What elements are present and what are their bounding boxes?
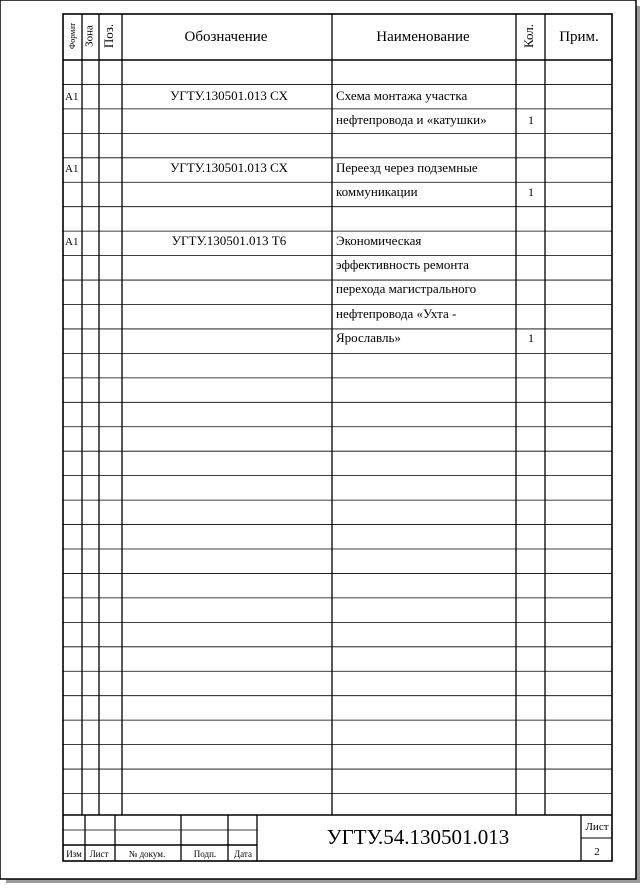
row-3-name-line-3: перехода магистрального	[336, 281, 477, 296]
row-3-name-line-4: нефтепровода «Ухта -	[336, 306, 457, 321]
stamp-doc-no-label: № докум.	[128, 849, 166, 859]
row-3-designation: УГТУ.130501.013 Т6	[171, 233, 287, 248]
row-2-qty: 1	[528, 185, 534, 199]
header-name: Наименование	[376, 29, 470, 45]
header-pos: Поз.	[100, 23, 116, 49]
stamp-list-label: Лист	[89, 849, 109, 859]
row-1-qty: 1	[528, 113, 534, 127]
header-format: Формат	[67, 22, 77, 50]
stamp-date-label: Дата	[234, 849, 252, 859]
row-3-name-line-5: Ярославль»	[336, 330, 401, 345]
row-1-name-line-1: Схема монтажа участка	[336, 88, 468, 103]
row-2-format: A1	[65, 163, 79, 175]
row-1-designation: УГТУ.130501.013 СХ	[170, 88, 288, 103]
row-3-name-line-2: эффективность ремонта	[336, 257, 469, 272]
row-2-designation: УГТУ.130501.013 СХ	[170, 160, 288, 175]
row-2-name-line-1: Переезд через подземные	[336, 160, 478, 175]
header-qty: Кол.	[520, 23, 536, 49]
row-1-name-line-2: нефтепровода и «катушки»	[336, 112, 487, 127]
row-2-name-line-2: коммуникации	[336, 184, 418, 199]
row-3-format: A1	[65, 236, 79, 248]
stamp-sign-label: Подп.	[193, 849, 217, 859]
stamp-izm-label: Изм	[66, 849, 82, 859]
header-note: Прим.	[559, 29, 599, 45]
stamp-document-designation: УГТУ.54.130501.013	[326, 825, 510, 849]
header-designation: Обозначение	[184, 29, 268, 45]
stamp-sheet-label: Лист	[585, 821, 609, 833]
row-3-name-line-1: Экономическая	[336, 233, 422, 248]
header-zone: Зона	[83, 25, 96, 47]
row-3-qty: 1	[528, 331, 534, 345]
row-1-format: A1	[65, 91, 79, 103]
stamp-sheet-number: 2	[594, 846, 600, 858]
